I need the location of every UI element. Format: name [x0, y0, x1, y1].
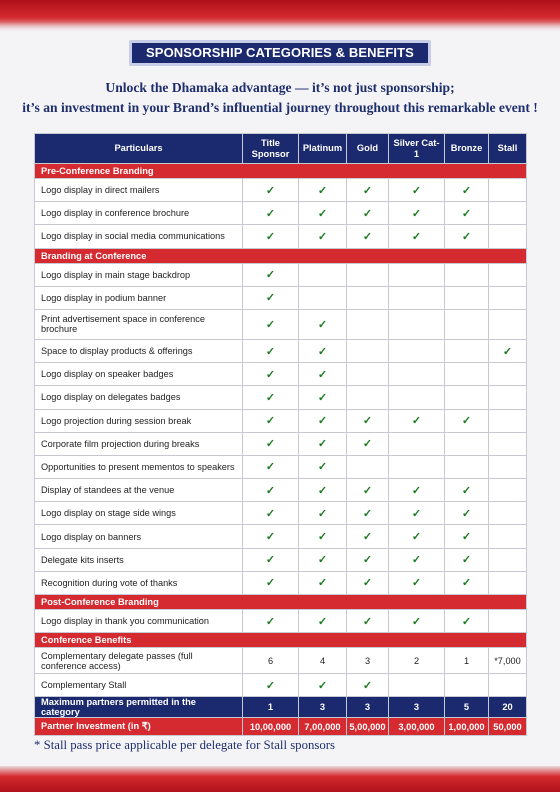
check-icon: ✓	[347, 479, 389, 502]
row-label: Logo display on stage side wings	[35, 502, 243, 525]
max-partners-value: 5	[445, 697, 489, 718]
investment-value: 7,00,000	[299, 718, 347, 736]
check-icon: ✓	[243, 455, 299, 478]
check-icon: ✓	[243, 432, 299, 455]
check-icon: ✓	[347, 179, 389, 202]
empty-cell	[445, 309, 489, 339]
row-label: Opportunities to present mementos to speakers	[35, 455, 243, 478]
empty-cell	[489, 286, 527, 309]
check-icon: ✓	[389, 409, 445, 432]
check-icon: ✓	[347, 548, 389, 571]
check-icon: ✓	[299, 674, 347, 697]
empty-cell	[489, 455, 527, 478]
check-icon: ✓	[243, 674, 299, 697]
section-title: Branding at Conference	[35, 248, 527, 263]
value-cell: *7,000	[489, 648, 527, 674]
table-row	[35, 674, 527, 697]
empty-cell	[389, 286, 445, 309]
section-title: Conference Benefits	[35, 633, 527, 648]
empty-cell	[489, 610, 527, 633]
check-icon: ✓	[389, 610, 445, 633]
row-label: Display of standees at the venue	[35, 479, 243, 502]
row-label: Delegate kits inserts	[35, 548, 243, 571]
table-row	[35, 409, 527, 432]
table-row	[35, 263, 527, 286]
check-icon: ✓	[299, 309, 347, 339]
table-row	[35, 339, 527, 362]
check-icon: ✓	[445, 548, 489, 571]
check-icon: ✓	[243, 179, 299, 202]
sponsorship-table	[34, 133, 527, 736]
check-icon: ✓	[389, 225, 445, 248]
check-icon: ✓	[299, 548, 347, 571]
empty-cell	[347, 286, 389, 309]
check-icon: ✓	[299, 225, 347, 248]
empty-cell	[489, 263, 527, 286]
max-partners-value: 20	[489, 697, 527, 718]
check-icon: ✓	[299, 479, 347, 502]
empty-cell	[299, 286, 347, 309]
table-row	[35, 202, 527, 225]
empty-cell	[489, 502, 527, 525]
row-label: Complementary delegate passes (full conference access)	[35, 648, 243, 674]
empty-cell	[489, 386, 527, 409]
table-row	[35, 455, 527, 478]
row-label: Space to display products & offerings	[35, 339, 243, 362]
table-row	[35, 610, 527, 633]
check-icon: ✓	[243, 548, 299, 571]
check-icon: ✓	[347, 525, 389, 548]
table-row	[35, 286, 527, 309]
section-header-row	[35, 248, 527, 263]
section-header-row	[35, 595, 527, 610]
empty-cell	[445, 386, 489, 409]
check-icon: ✓	[243, 286, 299, 309]
investment-value: 5,00,000	[347, 718, 389, 736]
check-icon: ✓	[389, 571, 445, 594]
empty-cell	[347, 455, 389, 478]
check-icon: ✓	[347, 202, 389, 225]
row-label: Recognition during vote of thanks	[35, 571, 243, 594]
check-icon: ✓	[347, 674, 389, 697]
check-icon: ✓	[299, 386, 347, 409]
empty-cell	[389, 263, 445, 286]
empty-cell	[347, 263, 389, 286]
empty-cell	[389, 339, 445, 362]
check-icon: ✓	[299, 455, 347, 478]
check-icon: ✓	[389, 179, 445, 202]
empty-cell	[489, 548, 527, 571]
empty-cell	[489, 674, 527, 697]
check-icon: ✓	[243, 409, 299, 432]
check-icon: ✓	[243, 502, 299, 525]
check-icon: ✓	[347, 432, 389, 455]
table-header-row	[35, 134, 527, 164]
check-icon: ✓	[299, 202, 347, 225]
investment-value: 50,000	[489, 718, 527, 736]
table-row	[35, 648, 527, 674]
table-row	[35, 571, 527, 594]
check-icon: ✓	[243, 386, 299, 409]
check-icon: ✓	[445, 525, 489, 548]
empty-cell	[347, 309, 389, 339]
empty-cell	[347, 363, 389, 386]
check-icon: ✓	[299, 571, 347, 594]
check-icon: ✓	[445, 571, 489, 594]
check-icon: ✓	[445, 502, 489, 525]
investment-row	[35, 718, 527, 736]
check-icon: ✓	[389, 525, 445, 548]
empty-cell	[445, 263, 489, 286]
top-decorative-band	[0, 0, 560, 32]
check-icon: ✓	[243, 363, 299, 386]
check-icon: ✓	[299, 363, 347, 386]
empty-cell	[389, 309, 445, 339]
investment-value: 1,00,000	[445, 718, 489, 736]
check-icon: ✓	[243, 263, 299, 286]
check-icon: ✓	[445, 409, 489, 432]
header-gold: Gold	[347, 134, 389, 164]
section-title: Post-Conference Branding	[35, 595, 527, 610]
table-row	[35, 479, 527, 502]
check-icon: ✓	[389, 479, 445, 502]
header-silver: Silver Cat-1	[389, 134, 445, 164]
row-label: Logo display in direct mailers	[35, 179, 243, 202]
check-icon: ✓	[347, 409, 389, 432]
page-title: SPONSORSHIP CATEGORIES & BENEFITS	[129, 40, 431, 66]
empty-cell	[489, 479, 527, 502]
check-icon: ✓	[347, 571, 389, 594]
value-cell: 1	[445, 648, 489, 674]
header-stall: Stall	[489, 134, 527, 164]
row-label: Logo display in thank you communication	[35, 610, 243, 633]
row-label: Logo display on delegates badges	[35, 386, 243, 409]
check-icon: ✓	[445, 179, 489, 202]
check-icon: ✓	[299, 610, 347, 633]
check-icon: ✓	[299, 409, 347, 432]
row-label: Logo display in conference brochure	[35, 202, 243, 225]
check-icon: ✓	[299, 179, 347, 202]
check-icon: ✓	[445, 610, 489, 633]
empty-cell	[389, 432, 445, 455]
investment-value: 3,00,000	[389, 718, 445, 736]
check-icon: ✓	[445, 225, 489, 248]
empty-cell	[389, 363, 445, 386]
check-icon: ✓	[243, 571, 299, 594]
max-partners-label: Maximum partners permitted in the category	[35, 697, 243, 718]
header-platinum: Platinum	[299, 134, 347, 164]
row-label: Logo projection during session break	[35, 409, 243, 432]
empty-cell	[489, 309, 527, 339]
check-icon: ✓	[347, 225, 389, 248]
empty-cell	[389, 455, 445, 478]
row-label: Logo display on speaker badges	[35, 363, 243, 386]
header-bronze: Bronze	[445, 134, 489, 164]
investment-label: Partner Investment (in ₹)	[35, 718, 243, 736]
empty-cell	[389, 674, 445, 697]
check-icon: ✓	[489, 339, 527, 362]
header-particulars: Particulars	[35, 134, 243, 164]
check-icon: ✓	[445, 479, 489, 502]
footnote: * Stall pass price applicable per delegate for Stall sponsors	[34, 738, 335, 752]
empty-cell	[489, 432, 527, 455]
section-header-row	[35, 633, 527, 648]
row-label: Print advertisement space in conference brochure	[35, 309, 243, 339]
empty-cell	[445, 286, 489, 309]
empty-cell	[489, 363, 527, 386]
table-row	[35, 225, 527, 248]
empty-cell	[489, 571, 527, 594]
tagline-line-1: Unlock the Dhamaka advantage — it’s not just sponsorship;	[105, 80, 455, 95]
empty-cell	[389, 386, 445, 409]
value-cell: 3	[347, 648, 389, 674]
check-icon: ✓	[243, 610, 299, 633]
bottom-decorative-band	[0, 766, 560, 792]
empty-cell	[489, 525, 527, 548]
value-cell: 4	[299, 648, 347, 674]
empty-cell	[347, 339, 389, 362]
check-icon: ✓	[445, 202, 489, 225]
max-partners-value: 3	[299, 697, 347, 718]
table-row	[35, 386, 527, 409]
check-icon: ✓	[347, 502, 389, 525]
check-icon: ✓	[243, 202, 299, 225]
row-label: Logo display in social media communications	[35, 225, 243, 248]
row-label: Corporate film projection during breaks	[35, 432, 243, 455]
row-label: Complementary Stall	[35, 674, 243, 697]
empty-cell	[299, 263, 347, 286]
max-partners-value: 3	[389, 697, 445, 718]
row-label: Logo display on banners	[35, 525, 243, 548]
empty-cell	[489, 179, 527, 202]
empty-cell	[445, 432, 489, 455]
value-cell: 2	[389, 648, 445, 674]
row-label: Logo display in podium banner	[35, 286, 243, 309]
empty-cell	[445, 455, 489, 478]
table-row	[35, 548, 527, 571]
check-icon: ✓	[299, 432, 347, 455]
table-row	[35, 363, 527, 386]
max-partners-row	[35, 697, 527, 718]
check-icon: ✓	[389, 502, 445, 525]
check-icon: ✓	[243, 309, 299, 339]
check-icon: ✓	[243, 525, 299, 548]
row-label: Logo display in main stage backdrop	[35, 263, 243, 286]
tagline-line-2: it’s an investment in your Brand’s influential journey throughout this remarkable event !	[22, 100, 538, 115]
empty-cell	[347, 386, 389, 409]
header-title-sponsor: Title Sponsor	[243, 134, 299, 164]
check-icon: ✓	[389, 548, 445, 571]
empty-cell	[489, 409, 527, 432]
check-icon: ✓	[243, 225, 299, 248]
check-icon: ✓	[243, 339, 299, 362]
empty-cell	[445, 363, 489, 386]
table-row	[35, 309, 527, 339]
empty-cell	[489, 225, 527, 248]
check-icon: ✓	[299, 339, 347, 362]
table-row	[35, 179, 527, 202]
check-icon: ✓	[299, 502, 347, 525]
max-partners-value: 3	[347, 697, 389, 718]
value-cell: 6	[243, 648, 299, 674]
title-wrap	[0, 40, 560, 66]
max-partners-value: 1	[243, 697, 299, 718]
section-title: Pre-Conference Branding	[35, 164, 527, 179]
check-icon: ✓	[347, 610, 389, 633]
check-icon: ✓	[389, 202, 445, 225]
check-icon: ✓	[243, 479, 299, 502]
section-header-row	[35, 164, 527, 179]
table-row	[35, 525, 527, 548]
table-row	[35, 502, 527, 525]
table-row	[35, 432, 527, 455]
empty-cell	[445, 339, 489, 362]
empty-cell	[445, 674, 489, 697]
investment-value: 10,00,000	[243, 718, 299, 736]
empty-cell	[489, 202, 527, 225]
check-icon: ✓	[299, 525, 347, 548]
